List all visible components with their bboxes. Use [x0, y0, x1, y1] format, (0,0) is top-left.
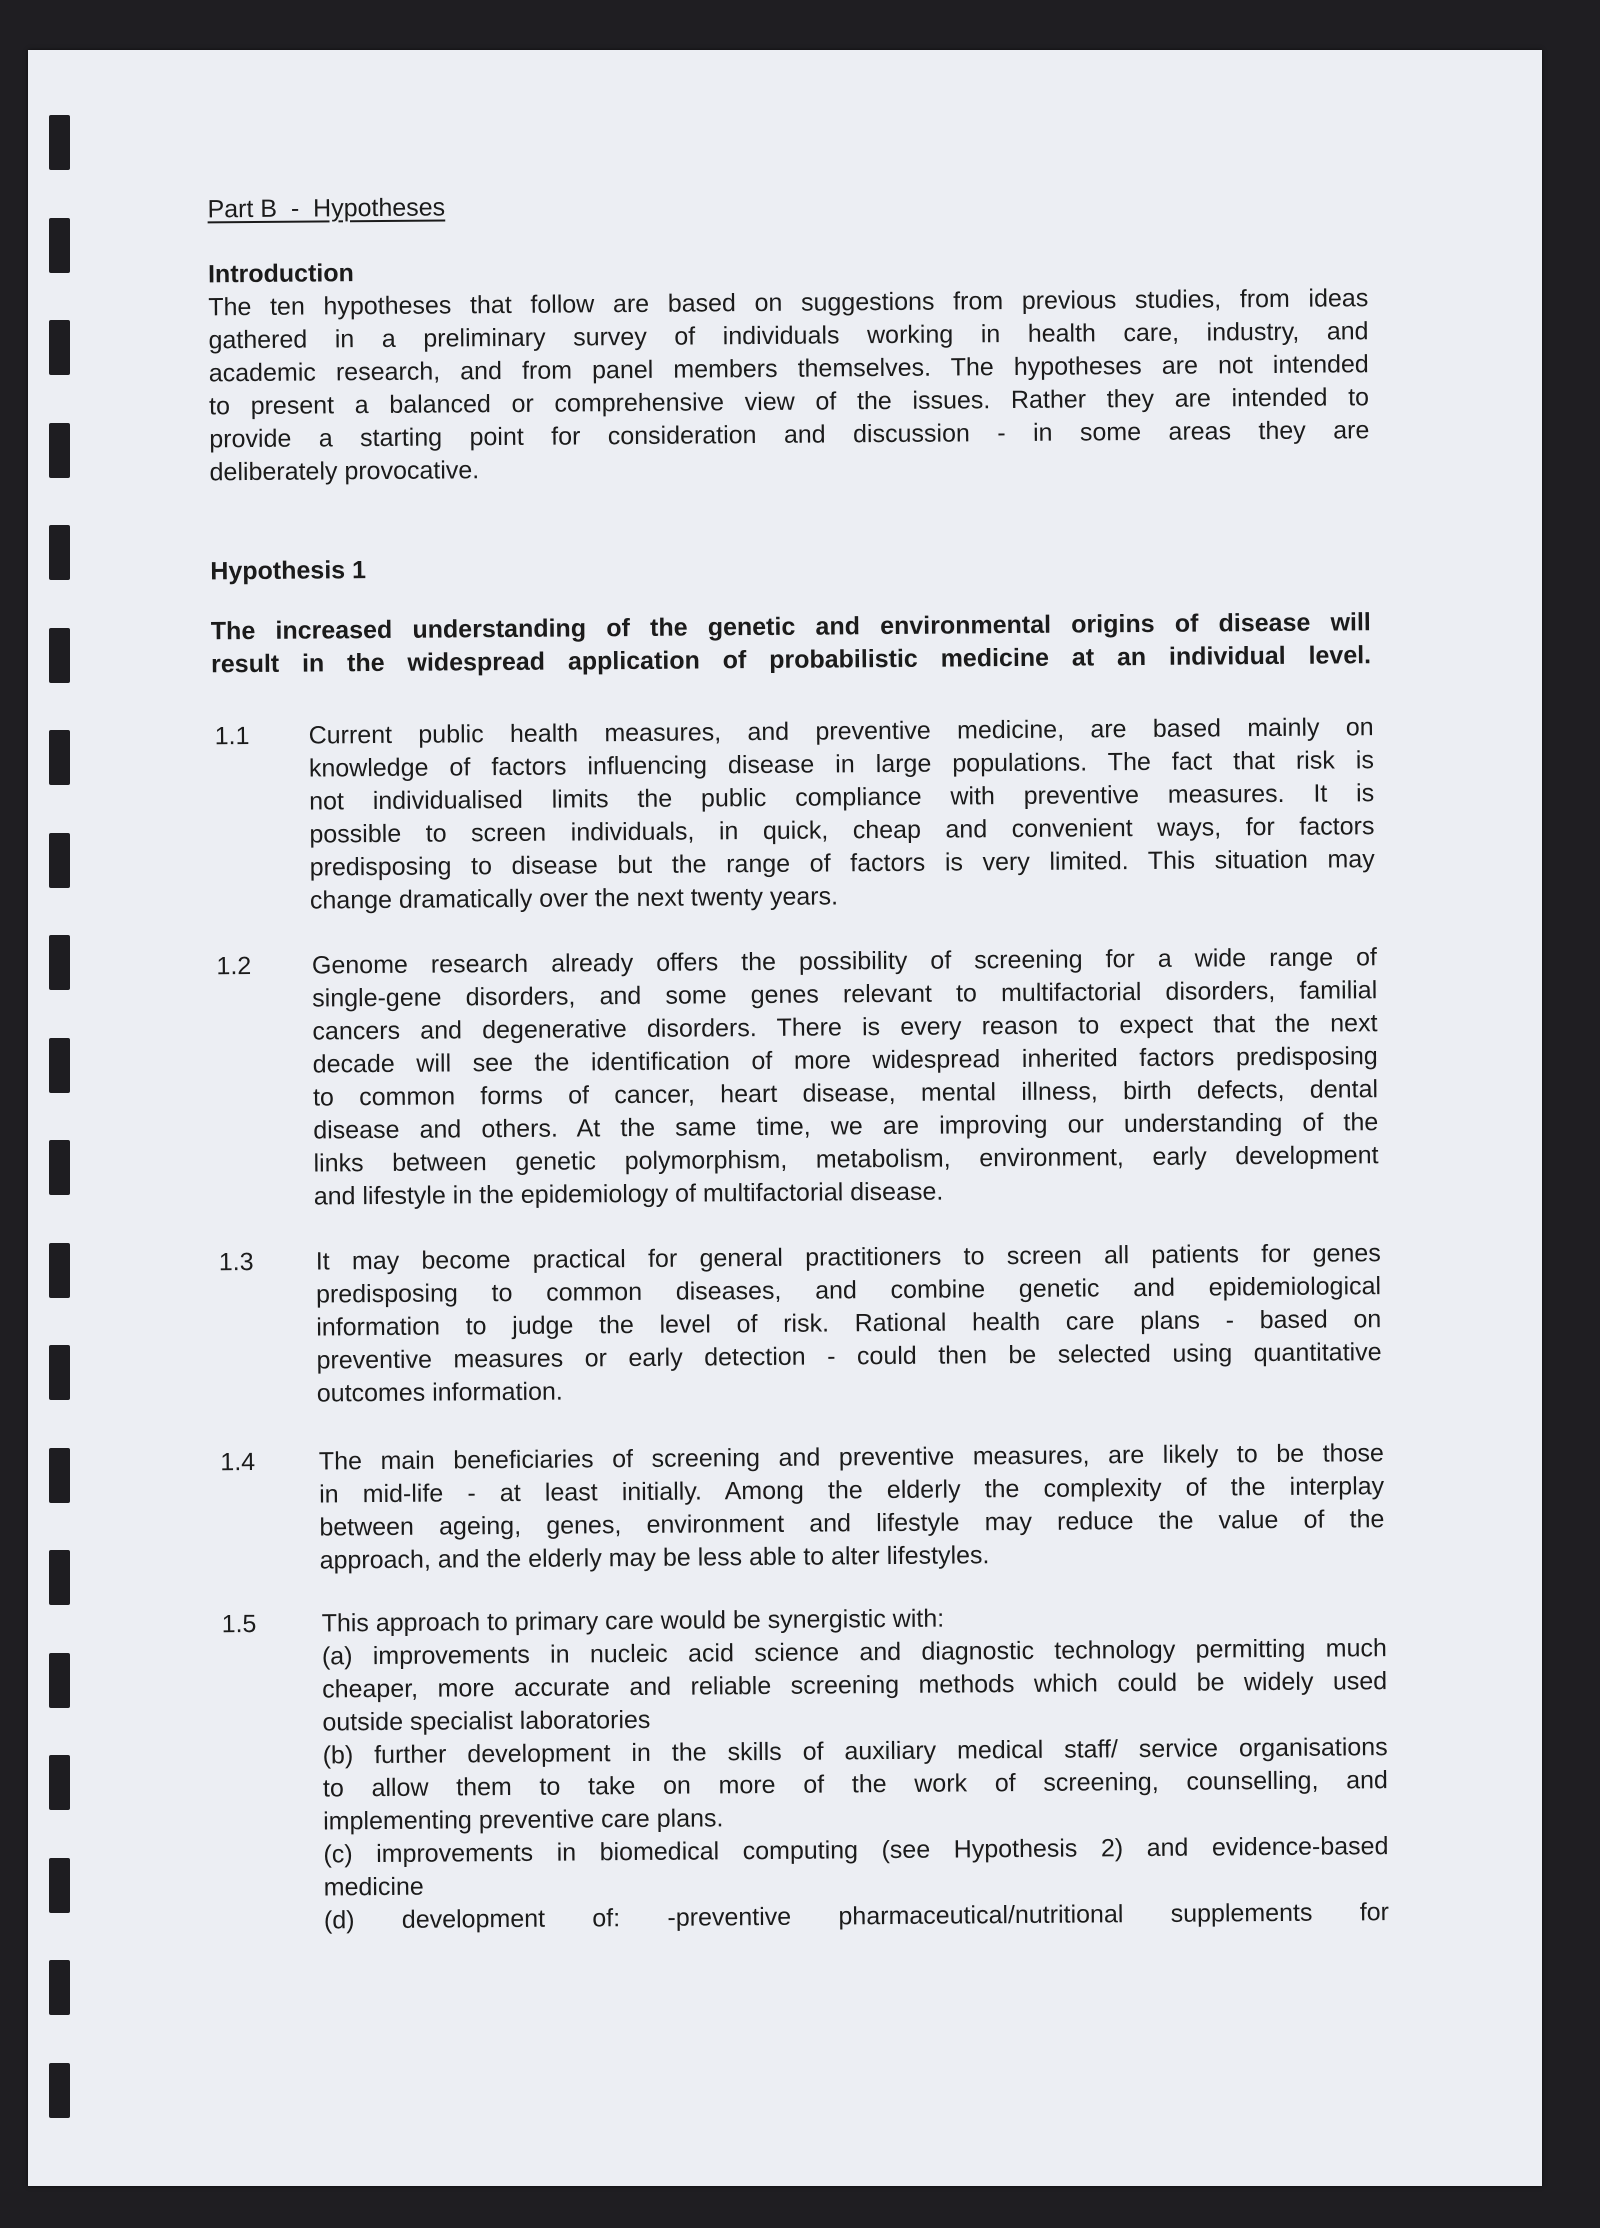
text-line: information to judge the level of risk. Rational health care plans - based on — [316, 1305, 1382, 1342]
text-line: links between genetic polymorphism, metabolism, environment, early development — [313, 1141, 1379, 1178]
text-line: Current public health measures, and preventive medicine, are based mainly on — [308, 713, 1374, 750]
text-line: and lifestyle in the epidemiology of multifactorial disease. — [313, 1177, 944, 1211]
text-line: preventive measures or early detection - could then be selected using quantitative — [316, 1338, 1382, 1375]
section-number: 1.3 — [218, 1247, 254, 1277]
text-line: predisposing to common diseases, and combine genetic and epidemiological — [315, 1272, 1382, 1309]
section-body — [309, 711, 1376, 917]
section-number: 1.2 — [216, 952, 252, 981]
text-line: approach, and the elderly may be less able to alter lifestyles. — [319, 1541, 990, 1575]
hypothesis-statement — [211, 606, 1371, 681]
text-line: to present a balanced or comprehensive view of the issues. Rather they are intended to — [208, 383, 1370, 421]
text-line: result in the widespread application of probabilistic medicine at an individual level. — [210, 641, 1372, 679]
text-line: This approach to primary care would be synergistic with: — [321, 1604, 945, 1638]
text-line: implementing preventive care plans. — [323, 1804, 724, 1836]
section-number: 1.5 — [221, 1609, 257, 1639]
text-line: not individualised limits the public compliance with preventive measures. It is — [309, 779, 1375, 816]
text-line: to allow them to take on more of the work of screening, counselling, and — [322, 1766, 1389, 1803]
text-line: change dramatically over the next twenty years. — [309, 882, 839, 915]
text-line: Genome research already offers the possibility of screening for a wide range of — [311, 943, 1378, 980]
section-body — [319, 1437, 1385, 1577]
text-line: (a) improvements in nucleic acid science and diagnostic technology permitting much — [321, 1634, 1387, 1671]
text-line: provide a starting point for consideration and discussion - in some areas they are — [209, 416, 1370, 454]
text-line: disease and others. At the same time, we are improving our understanding of the — [313, 1108, 1379, 1145]
text-line: to common forms of cancer, heart disease, mental illness, birth defects, dental — [312, 1075, 1379, 1112]
section-body — [322, 1599, 1390, 1937]
part-title: Part B - Hypotheses — [207, 193, 446, 224]
text-line: single-gene disorders, and some genes relevant to multifactorial disorders, familial — [312, 976, 1378, 1013]
section-body — [312, 941, 1379, 1213]
text-line: The main beneficiaries of screening and preventive measures, are likely to be those — [318, 1439, 1384, 1476]
text-line: (d) development of: -preventive pharmaceutical/nutritional supplements for — [323, 1898, 1390, 1935]
text-line: knowledge of factors influencing disease in large populations. The fact that risk is — [308, 746, 1375, 783]
text-line: in mid-life - at least initially. Among the elderly the complexity of the interplay — [319, 1472, 1385, 1509]
section-number: 1.1 — [214, 722, 250, 751]
text-line: deliberately provocative. — [209, 456, 480, 487]
section-body — [316, 1237, 1382, 1410]
document-page — [28, 50, 1542, 2186]
page-content — [21, 43, 1552, 2191]
intro-paragraph — [208, 282, 1370, 489]
hypothesis-heading: Hypothesis 1 — [210, 556, 367, 586]
text-line: gathered in a preliminary survey of individuals working in health care, industry, and — [208, 317, 1369, 355]
text-line: possible to screen individuals, in quick, cheap and convenient ways, for factors — [309, 812, 1375, 849]
text-line: (c) improvements in biomedical computing (see Hypothesis 2) and evidence-based — [323, 1832, 1389, 1869]
text-line: academic research, and from panel members themselves. The hypotheses are not intended — [208, 350, 1369, 388]
text-line: cancers and degenerative disorders. There is every reason to expect that the next — [312, 1009, 1378, 1046]
text-line: The ten hypotheses that follow are based on suggestions from previous studies, from ideas — [208, 284, 1369, 322]
text-line: The increased understanding of the genetic and environmental origins of disease will — [210, 608, 1371, 646]
text-line: cheaper, more accurate and reliable screening methods which could be widely used — [322, 1667, 1388, 1704]
text-line: outside specialist laboratories — [322, 1705, 651, 1737]
text-line: outcomes information. — [316, 1377, 563, 1408]
text-line: decade will see the identification of more widespread inherited factors predisposing — [312, 1042, 1378, 1079]
section-number: 1.4 — [220, 1447, 256, 1477]
text-line: medicine — [323, 1872, 424, 1902]
text-line: between ageing, genes, environment and lifestyle may reduce the value of the — [319, 1505, 1385, 1542]
text-line: predisposing to disease but the range of factors is very limited. This situation may — [309, 845, 1375, 882]
intro-heading: Introduction — [207, 259, 354, 289]
text-line: (b) further development in the skills of auxiliary medical staff/ service organisations — [322, 1733, 1388, 1770]
text-line: It may become practical for general practitioners to screen all patients for genes — [315, 1239, 1381, 1276]
